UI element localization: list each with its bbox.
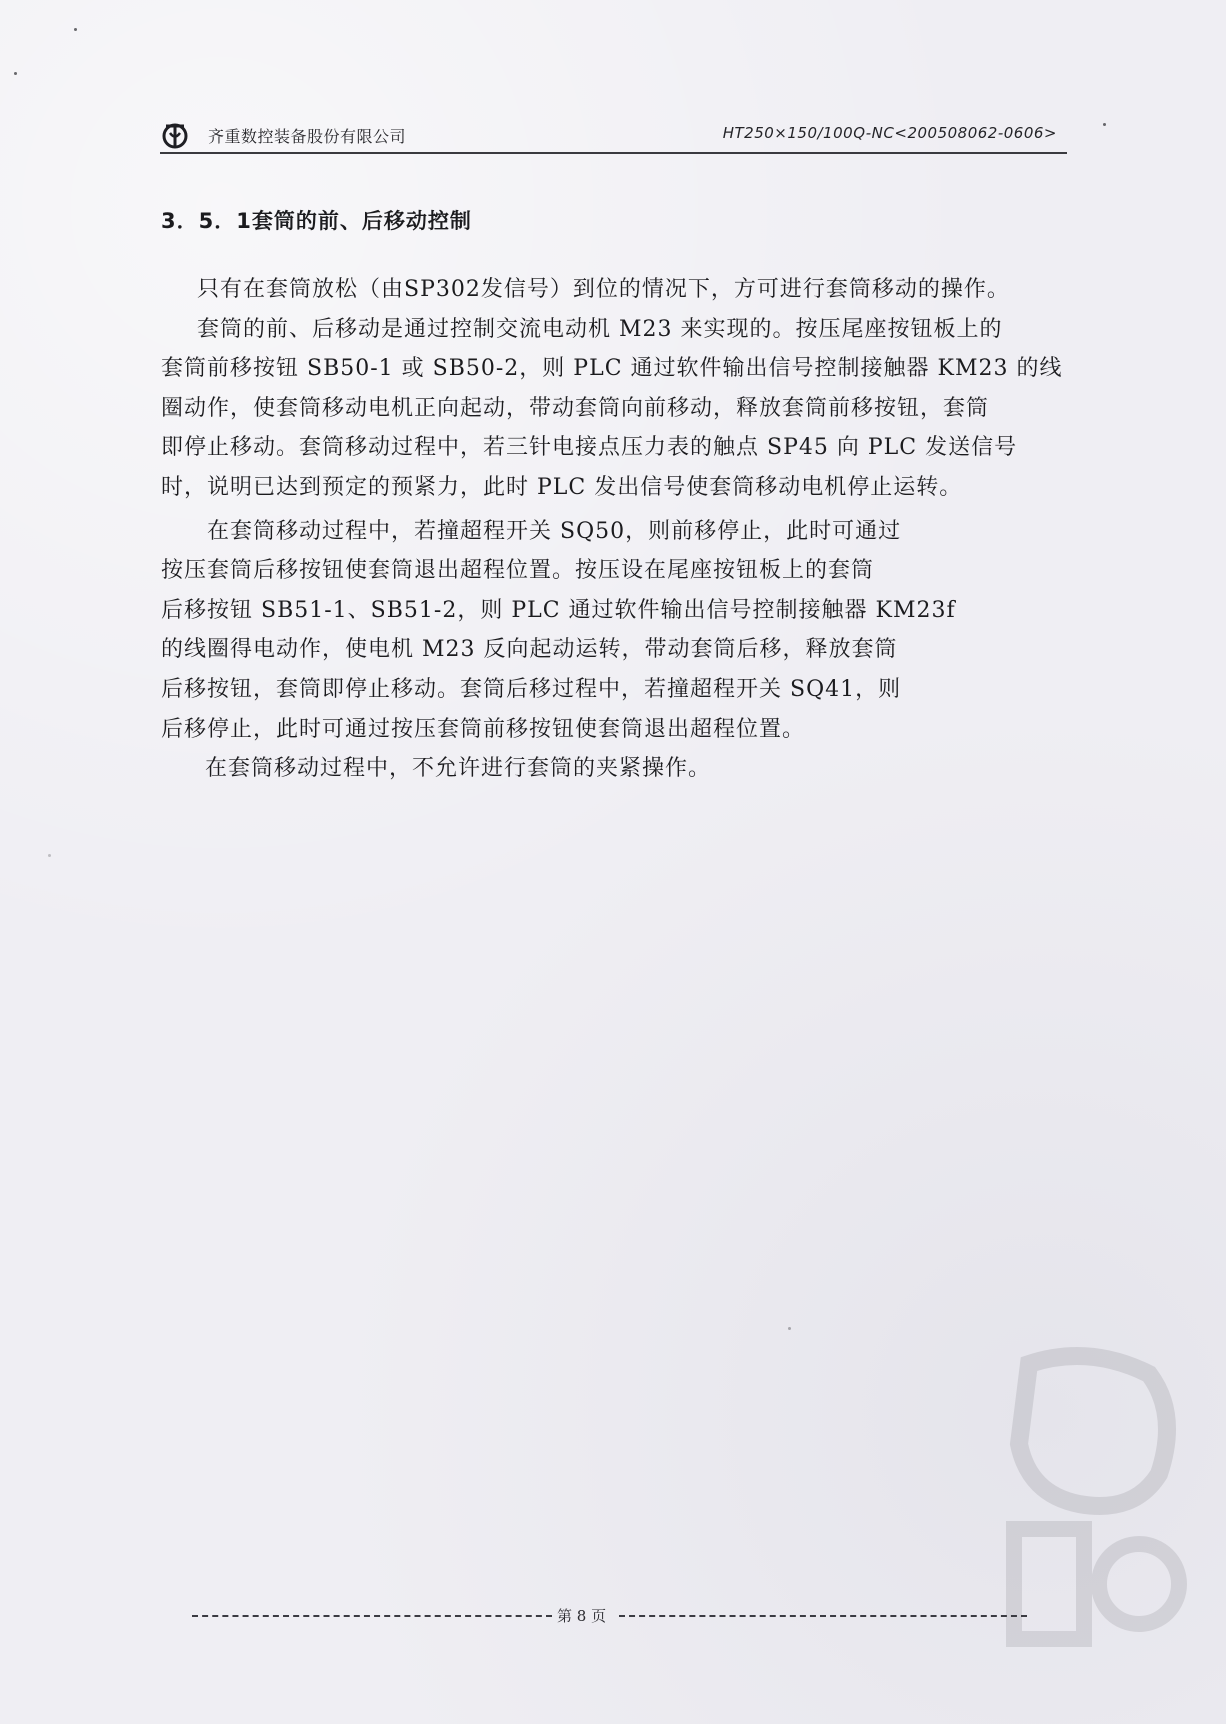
document-code: HT250×150/100Q-NC<200508062-0606> bbox=[722, 124, 1057, 142]
paragraph-2-line-3: 后移按钮 SB51-1、SB51-2，则 PLC 通过软件输出信号控制接触器 KM23f bbox=[161, 597, 956, 623]
paragraph-2 bbox=[161, 512, 961, 750]
paragraph-1-line-6: 时，说明已达到预定的预紧力，此时 PLC 发出信号使套筒移动电机停止运转。 bbox=[161, 474, 963, 500]
paragraph-2-line-2: 按压套筒后移按钮使套筒退出超程位置。按压设在尾座按钮板上的套筒 bbox=[161, 558, 875, 584]
section-title: 3．5．1套筒的前、后移动控制 bbox=[161, 209, 472, 233]
scan-speck bbox=[74, 28, 77, 31]
company-name: 齐重数控装备股份有限公司 bbox=[208, 127, 407, 146]
company-logo-icon bbox=[160, 120, 190, 150]
page-header bbox=[160, 118, 1067, 154]
paragraph-1-line-1: 只有在套筒放松（由SP302发信号）到位的情况下，方可进行套筒移动的操作。 bbox=[197, 277, 1010, 302]
scan-speck bbox=[14, 72, 17, 75]
paragraph-2-line-6: 后移停止，此时可通过按压套筒前移按钮使套筒退出超程位置。 bbox=[161, 716, 806, 742]
paragraph-2-line-5: 后移按钮，套筒即停止移动。套筒后移过程中，若撞超程开关 SQ41，则 bbox=[161, 676, 902, 702]
footer-dashes-right bbox=[619, 1615, 1027, 1617]
paragraph-2-line-4: 的线圈得电动作，使电机 M23 反向起动运转，带动套筒后移，释放套筒 bbox=[161, 637, 898, 663]
paragraph-1-line-3: 套筒前移按钮 SB50-1 或 SB50-2，则 PLC 通过软件输出信号控制接触器 KM23 的线 bbox=[161, 356, 1063, 382]
paragraph-3-line-1: 在套筒移动过程中，不允许进行套筒的夹紧操作。 bbox=[205, 756, 712, 782]
page-number: 第 8 页 bbox=[557, 1607, 607, 1625]
scan-speck bbox=[788, 1327, 791, 1330]
scan-speck bbox=[1103, 123, 1106, 126]
paragraph-1-line-2: 套筒的前、后移动是通过控制交流电动机 M23 来实现的。按压尾座按钮板上的 bbox=[197, 316, 1003, 342]
scan-speck bbox=[48, 854, 51, 857]
footer-dashes-left bbox=[192, 1615, 552, 1617]
paragraph-1-line-5: 即停止移动。套筒移动过程中，若三针电接点压力表的触点 SP45 向 PLC 发送信号 bbox=[161, 435, 1018, 461]
paragraph-2-line-1: 在套筒移动过程中，若撞超程开关 SQ50，则前移停止，此时可通过 bbox=[207, 518, 902, 544]
paragraph-1-line-4: 圈动作，使套筒移动电机正向起动，带动套筒向前移动，释放套筒前移按钮，套筒 bbox=[161, 395, 990, 421]
page-footer bbox=[192, 1603, 1027, 1627]
body-text bbox=[161, 270, 1071, 789]
